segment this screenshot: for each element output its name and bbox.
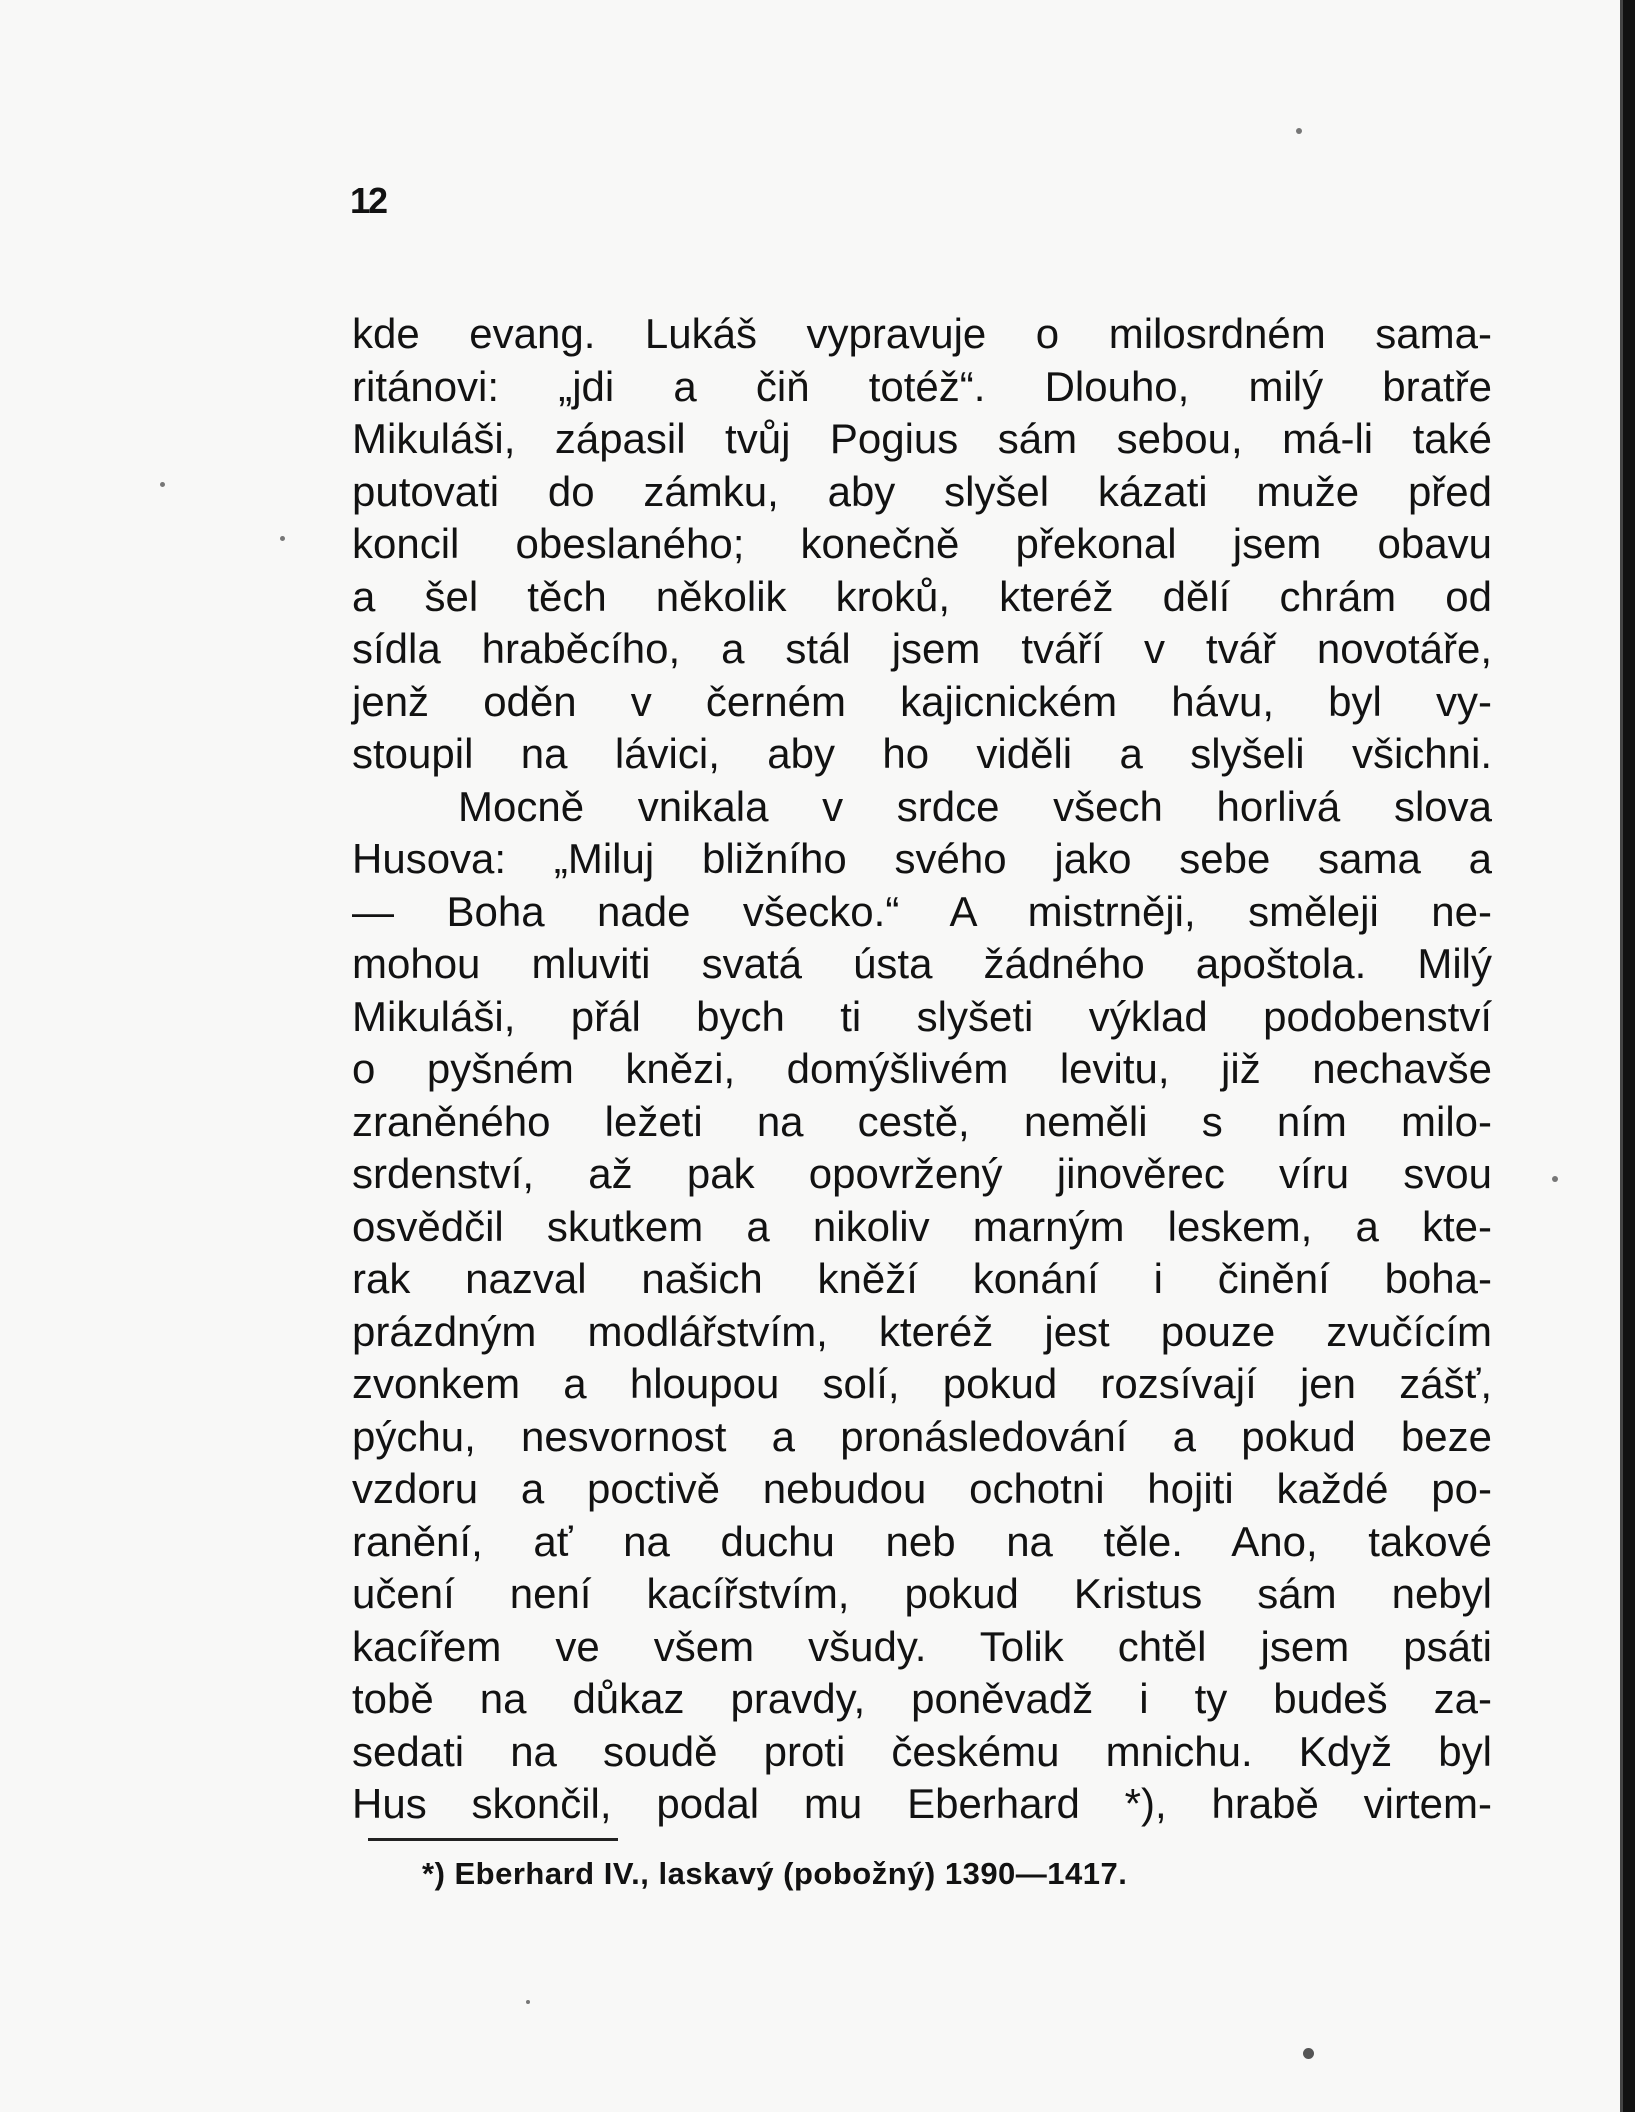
text-line: jenž oděn v černém kajicnickém hávu, byl vy- <box>352 677 1492 725</box>
text-line: zvonkem a hloupou solí, pokud rozsívají jen zášť, <box>352 1360 1492 1407</box>
scan-edge-shadow <box>1623 0 1635 2112</box>
text-line: Husova: „Miluj bližního svého jako sebe sama a <box>352 835 1492 882</box>
footnote: *) Eberhard IV., laskavý (pobožný) 1390—1417. <box>422 1856 1128 1891</box>
text-line: stoupil na lávici, aby ho viděli a slyšeli všichni. <box>352 730 1492 777</box>
scan-speck <box>1552 1176 1558 1182</box>
text-line: a šel těch několik kroků, kteréž dělí chrám od <box>352 572 1492 620</box>
scan-speck <box>526 2000 530 2004</box>
text-line: vzdoru a poctivě nebudou ochotni hojiti každé po- <box>352 1465 1492 1512</box>
text-line: kacířem ve všem všudy. Tolik chtěl jsem psáti <box>352 1622 1492 1670</box>
scan-edge-line <box>1620 0 1623 2112</box>
text-line: prázdným modlářstvím, kteréž jest pouze zvučícím <box>352 1307 1492 1355</box>
text-line: Mikuláši, zápasil tvůj Pogius sám sebou, má-li také <box>352 415 1492 462</box>
text-line-indented: Mocně vnikala v srdce všech horlivá slova <box>458 782 1492 830</box>
text-line: mohou mluviti svatá ústa žádného apoštola. Milý <box>352 940 1492 987</box>
text-line: ranění, ať na duchu neb na těle. Ano, takové <box>352 1517 1492 1565</box>
text-line: sedati na soudě proti českému mnichu. Když byl <box>352 1727 1492 1775</box>
text-line: zraněného ležeti na cestě, neměli s ním milo- <box>352 1097 1492 1145</box>
text-line: srdenství, až pak opovržený jinověrec víru svou <box>352 1150 1492 1197</box>
scan-speck <box>1303 2048 1314 2059</box>
text-line: Hus skončil, podal mu Eberhard *), hrabě virtem- <box>352 1780 1492 1827</box>
text-line: putovati do zámku, aby slyšel kázati muže před <box>352 467 1492 515</box>
footnote-rule <box>368 1838 618 1841</box>
scan-speck <box>160 482 165 487</box>
text-line: pýchu, nesvornost a pronásledování a pokud beze <box>352 1412 1492 1460</box>
text-line: kde evang. Lukáš vypravuje o milosrdném sama- <box>352 310 1492 357</box>
text-line: — Boha nade všecko.“ A mistrněji, směleji ne- <box>352 887 1492 935</box>
text-line: tobě na důkaz pravdy, poněvadž i ty budeš za- <box>352 1675 1492 1722</box>
text-line: koncil obeslaného; konečně překonal jsem obavu <box>352 520 1492 567</box>
text-line: učení není kacířstvím, pokud Kristus sám nebyl <box>352 1570 1492 1617</box>
text-line: osvědčil skutkem a nikoliv marným leskem, a kte- <box>352 1202 1492 1250</box>
text-line: Mikuláši, přál bych ti slyšeti výklad podobenství <box>352 992 1492 1040</box>
body-text <box>352 308 1492 1831</box>
text-line: rak nazval našich kněží konání i činění boha- <box>352 1255 1492 1302</box>
text-line: ritánovi: „jdi a čiň totéž“. Dlouho, milý bratře <box>352 362 1492 410</box>
text-line: sídla hraběcího, a stál jsem tváří v tvář novotáře, <box>352 625 1492 672</box>
scan-speck <box>280 536 285 541</box>
text-line: o pyšném knězi, domýšlivém levitu, již nechavše <box>352 1045 1492 1092</box>
scan-speck <box>1296 128 1302 134</box>
page-number: 12 <box>350 180 387 221</box>
